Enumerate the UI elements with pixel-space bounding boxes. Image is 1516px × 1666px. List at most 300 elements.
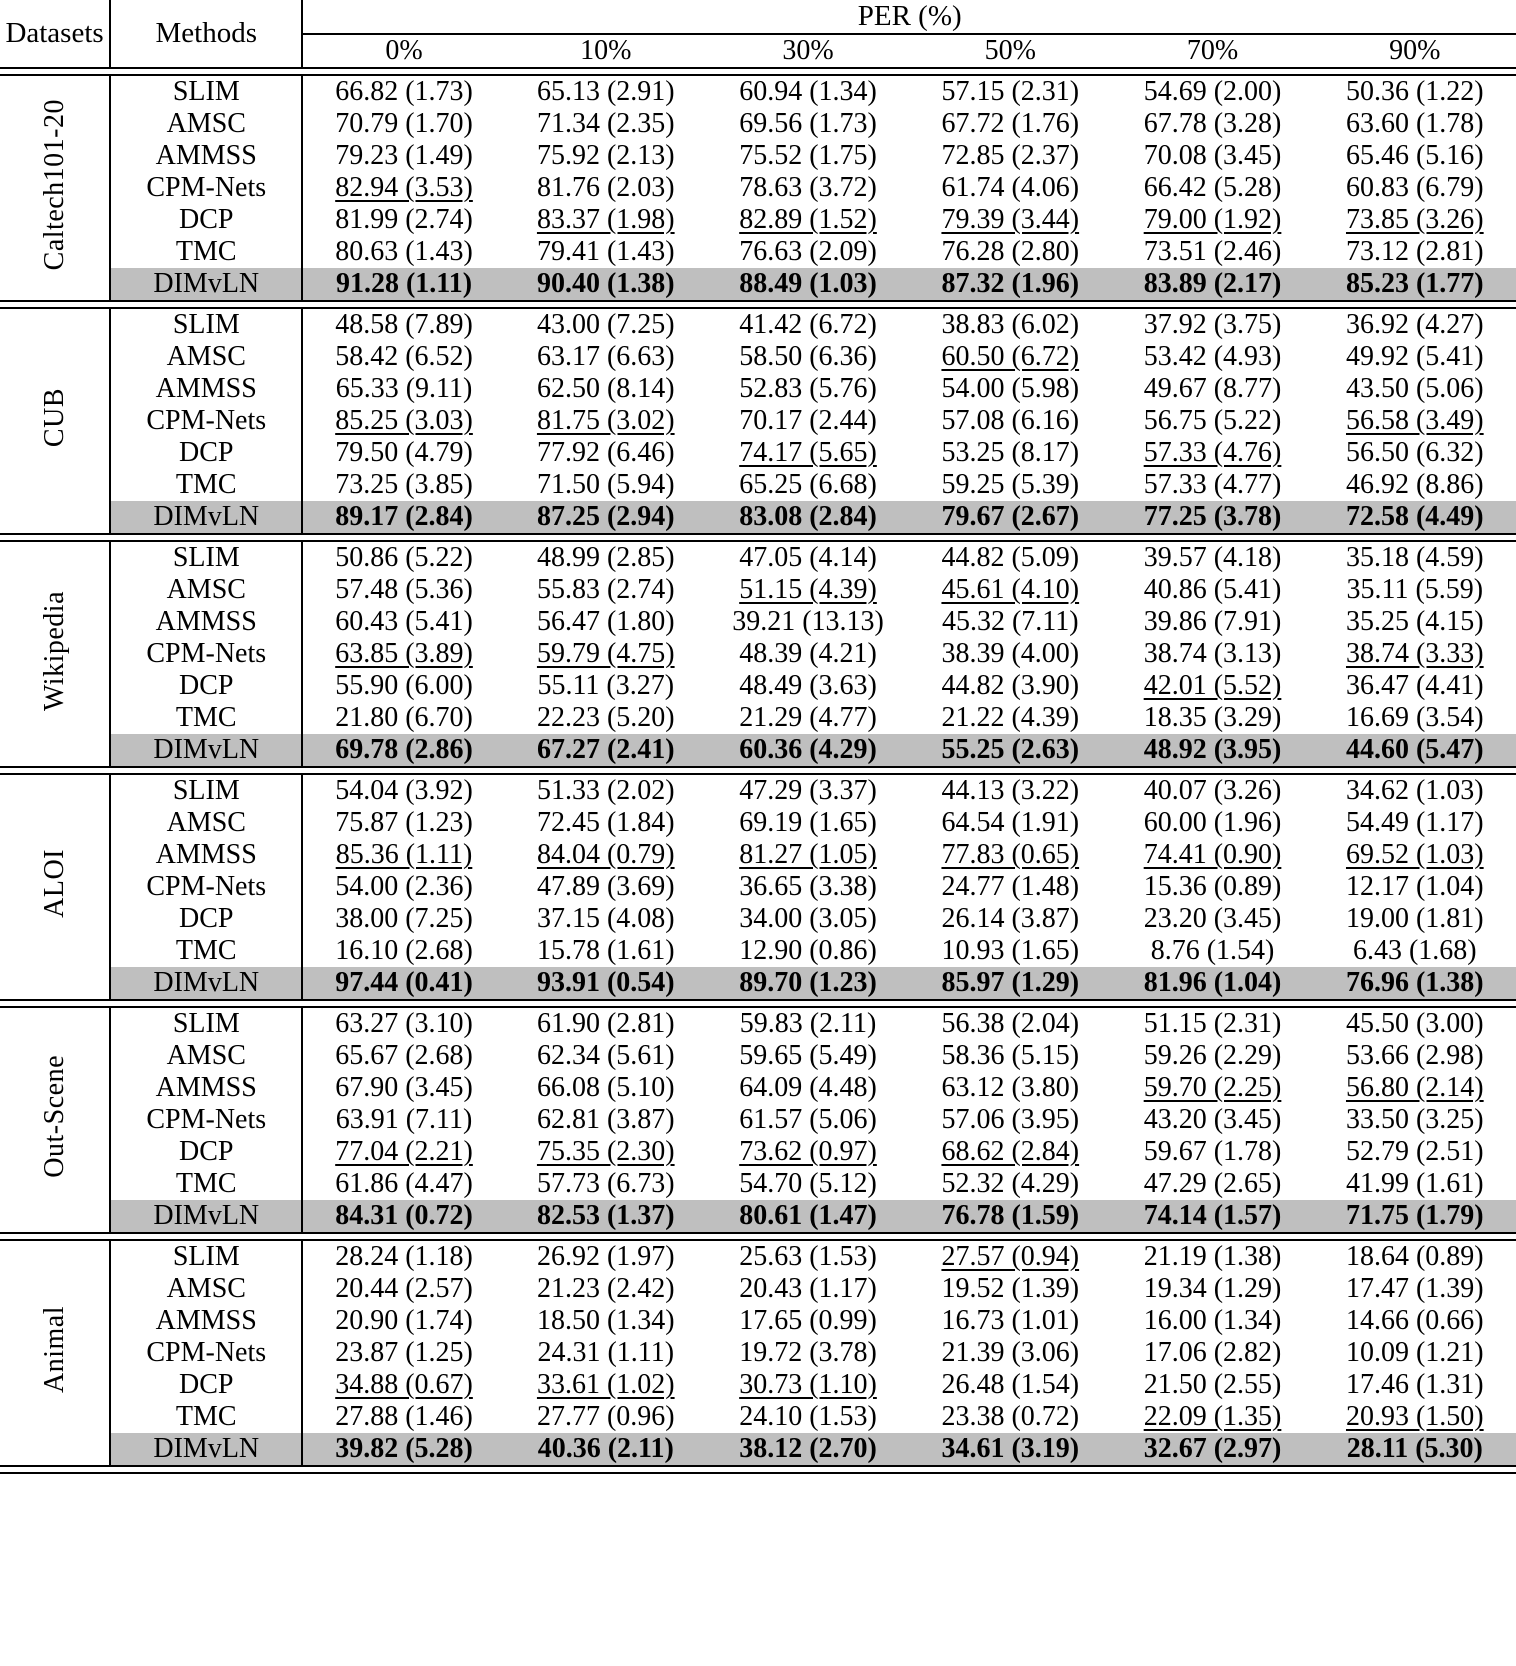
cell-50pct: 21.39 (3.06): [941, 1337, 1080, 1368]
cell-30pct: 39.21 (13.13): [732, 606, 884, 637]
second-best-value: 84.04 (0.79): [536, 839, 675, 870]
cell-30pct: [707, 204, 909, 236]
dataset-label-aloi: [0, 774, 110, 1000]
method-name-slim: SLIM: [110, 75, 302, 108]
cell-0pct: 65.33 (9.11): [302, 373, 504, 405]
cell-50pct: 26.48 (1.54): [941, 1369, 1080, 1400]
table-row: [0, 405, 1516, 437]
table-row: [0, 308, 1516, 341]
cell-30pct: 88.49 (1.03): [707, 268, 909, 301]
cell-0pct: [302, 1136, 504, 1168]
cell-10pct: 43.00 (7.25): [536, 309, 675, 340]
cell-90pct: 56.50 (6.32): [1345, 437, 1484, 468]
cell-70pct: [1111, 204, 1313, 236]
cell-30pct: 20.43 (1.17): [739, 1273, 877, 1304]
table-header: [0, 0, 1516, 68]
cell-10pct: 27.77 (0.96): [536, 1401, 675, 1432]
cell-50pct: 52.32 (4.29): [941, 1168, 1080, 1199]
cell-30pct: 12.90 (0.86): [739, 935, 877, 966]
cell-0pct: 16.10 (2.68): [302, 935, 504, 967]
cell-10pct: 18.50 (1.34): [536, 1305, 675, 1336]
cell-50pct: 79.67 (2.67): [909, 501, 1111, 534]
table-row: [0, 967, 1516, 1000]
cell-70pct: [1111, 1401, 1313, 1433]
second-best-value: 38.74 (3.33): [1345, 638, 1484, 669]
cell-90pct: 14.66 (0.66): [1345, 1305, 1484, 1336]
cell-10pct: 56.47 (1.80): [536, 606, 675, 637]
table-row: [0, 236, 1516, 268]
table-row: [0, 1369, 1516, 1401]
table-row: [0, 903, 1516, 935]
cell-0pct: [302, 405, 504, 437]
header-row-top: [0, 0, 1516, 34]
cell-70pct: 43.20 (3.45): [1143, 1104, 1282, 1135]
header-methods: Methods: [110, 0, 302, 68]
cell-0pct: 65.67 (2.68): [302, 1040, 504, 1072]
cell-30pct: 41.42 (6.72): [739, 309, 877, 340]
cell-90pct: [1314, 1401, 1516, 1433]
cell-10pct: 22.23 (5.20): [536, 702, 675, 733]
cell-10pct: [505, 839, 707, 871]
block-separator-rule: [0, 68, 1516, 75]
cell-30pct: 76.63 (2.09): [739, 236, 877, 267]
cell-30pct: 34.00 (3.05): [739, 903, 877, 934]
dataset-label-out-scene: [0, 1007, 110, 1233]
dataset-label-animal: [0, 1240, 110, 1466]
method-name-cpm-nets: CPM-Nets: [110, 871, 302, 903]
second-best-value: 75.35 (2.30): [536, 1136, 675, 1167]
cell-70pct: 54.69 (2.00): [1143, 76, 1282, 107]
cell-0pct: 97.44 (0.41): [302, 967, 504, 1000]
cell-90pct: [1314, 839, 1516, 871]
cell-70pct: 17.06 (2.82): [1143, 1337, 1282, 1368]
second-best-value: 59.79 (4.75): [536, 638, 675, 669]
cell-0pct: 39.82 (5.28): [302, 1433, 504, 1466]
method-name-amsc: AMSC: [110, 807, 302, 839]
cell-70pct: 51.15 (2.31): [1143, 1008, 1282, 1039]
table-row: [0, 807, 1516, 839]
cell-50pct: 61.74 (4.06): [941, 172, 1080, 203]
cell-70pct: 40.07 (3.26): [1143, 775, 1282, 806]
cell-10pct: 47.89 (3.69): [536, 871, 675, 902]
dataset-name: Caltech101-20: [38, 98, 70, 271]
cell-10pct: 90.40 (1.38): [505, 268, 707, 301]
cell-0pct: 57.48 (5.36): [302, 574, 504, 606]
second-best-value: 33.61 (1.02): [536, 1369, 675, 1400]
table-row: [0, 702, 1516, 734]
cell-0pct: 81.99 (2.74): [302, 204, 504, 236]
cell-10pct: 62.50 (8.14): [536, 373, 675, 404]
cell-50pct: [909, 1136, 1111, 1168]
table-row: [0, 638, 1516, 670]
table-row: [0, 670, 1516, 702]
cell-0pct: 38.00 (7.25): [302, 903, 504, 935]
cell-90pct: 35.11 (5.59): [1346, 574, 1484, 605]
cell-70pct: 70.08 (3.45): [1143, 140, 1282, 171]
cell-70pct: 8.76 (1.54): [1150, 935, 1275, 966]
cell-30pct: [707, 1136, 909, 1168]
cell-30pct: 58.50 (6.36): [739, 341, 877, 372]
cell-50pct: 56.38 (2.04): [941, 1008, 1080, 1039]
cell-50pct: 57.15 (2.31): [941, 76, 1080, 107]
cell-90pct: 16.69 (3.54): [1345, 702, 1484, 733]
table-row: [0, 108, 1516, 140]
second-best-value: 74.17 (5.65): [739, 437, 877, 468]
method-name-dimvln: DIMvLN: [110, 1200, 302, 1233]
cell-70pct: 16.00 (1.34): [1143, 1305, 1282, 1336]
cell-70pct: 39.57 (4.18): [1143, 542, 1282, 573]
cell-50pct: 19.52 (1.39): [941, 1273, 1080, 1304]
cell-50pct: 23.38 (0.72): [941, 1401, 1080, 1432]
cell-0pct: 91.28 (1.11): [302, 268, 504, 301]
second-best-value: 79.00 (1.92): [1143, 204, 1282, 235]
second-best-value: 77.83 (0.65): [941, 839, 1080, 870]
method-name-tmc: TMC: [110, 236, 302, 268]
cell-10pct: 63.17 (6.63): [536, 341, 675, 372]
cell-0pct: 75.87 (1.23): [302, 807, 504, 839]
cell-10pct: 62.81 (3.87): [536, 1104, 675, 1135]
method-name-amsc: AMSC: [110, 1040, 302, 1072]
cell-90pct: 41.99 (1.61): [1345, 1168, 1484, 1199]
cell-50pct: 24.77 (1.48): [941, 871, 1080, 902]
cell-0pct: 67.90 (3.45): [302, 1072, 504, 1104]
cell-30pct: 47.05 (4.14): [739, 542, 877, 573]
block-separator: [0, 301, 1516, 308]
cell-70pct: 23.20 (3.45): [1143, 903, 1282, 934]
cell-50pct: 67.72 (1.76): [941, 108, 1080, 139]
cell-70pct: 56.75 (5.22): [1143, 405, 1282, 436]
method-name-slim: SLIM: [110, 1240, 302, 1273]
cell-70pct: [1111, 670, 1313, 702]
second-best-value: 83.37 (1.98): [536, 204, 675, 235]
table-row: [0, 839, 1516, 871]
cell-10pct: 24.31 (1.11): [537, 1337, 675, 1368]
cell-90pct: 44.60 (5.47): [1314, 734, 1516, 767]
cell-90pct: 73.12 (2.81): [1345, 236, 1484, 267]
cell-10pct: 61.90 (2.81): [536, 1008, 675, 1039]
method-name-tmc: TMC: [110, 1168, 302, 1200]
cell-50pct: 44.82 (5.09): [941, 542, 1080, 573]
cell-50pct: 58.36 (5.15): [941, 1040, 1080, 1071]
cell-50pct: 44.82 (3.90): [941, 670, 1080, 701]
cell-0pct: 79.50 (4.79): [302, 437, 504, 469]
cell-10pct: 51.33 (2.02): [536, 775, 675, 806]
cell-90pct: 33.50 (3.25): [1345, 1104, 1484, 1135]
cell-30pct: 19.72 (3.78): [739, 1337, 877, 1368]
method-name-amsc: AMSC: [110, 108, 302, 140]
block-separator-rule: [0, 534, 1516, 541]
table-row: [0, 1337, 1516, 1369]
second-best-value: 22.09 (1.35): [1143, 1401, 1282, 1432]
second-best-value: 81.75 (3.02): [536, 405, 675, 436]
cell-70pct: 66.42 (5.28): [1143, 172, 1282, 203]
method-name-dcp: DCP: [110, 437, 302, 469]
cell-90pct: 43.50 (5.06): [1345, 373, 1484, 404]
table-body: [0, 68, 1516, 1473]
cell-90pct: 34.62 (1.03): [1345, 775, 1484, 806]
second-best-value: 73.85 (3.26): [1345, 204, 1484, 235]
table-row: [0, 1273, 1516, 1305]
cell-0pct: [302, 172, 504, 204]
table-row: [0, 204, 1516, 236]
cell-90pct: 45.50 (3.00): [1345, 1008, 1484, 1039]
second-best-value: 82.89 (1.52): [739, 204, 877, 235]
table-row: [0, 574, 1516, 606]
cell-0pct: 69.78 (2.86): [302, 734, 504, 767]
cell-0pct: 80.63 (1.43): [302, 236, 504, 268]
cell-30pct: 52.83 (5.76): [739, 373, 877, 404]
cell-10pct: 93.91 (0.54): [505, 967, 707, 1000]
method-name-cpm-nets: CPM-Nets: [110, 638, 302, 670]
cell-90pct: 85.23 (1.77): [1314, 268, 1516, 301]
cell-90pct: [1314, 204, 1516, 236]
cell-50pct: 38.39 (4.00): [941, 638, 1080, 669]
cell-10pct: [505, 204, 707, 236]
table-row: [0, 469, 1516, 501]
second-best-value: 45.61 (4.10): [941, 574, 1080, 605]
cell-50pct: 57.08 (6.16): [941, 405, 1080, 436]
header-col-0: 0%: [302, 34, 504, 68]
cell-90pct: 6.43 (1.68): [1352, 935, 1477, 966]
cell-0pct: 23.87 (1.25): [302, 1337, 504, 1369]
method-name-tmc: TMC: [110, 702, 302, 734]
table-row: [0, 437, 1516, 469]
header-col-2: 30%: [707, 34, 909, 68]
table-row: [0, 501, 1516, 534]
block-separator-rule: [0, 767, 1516, 774]
cell-0pct: 28.24 (1.18): [302, 1240, 504, 1273]
cell-0pct: 63.27 (3.10): [302, 1007, 504, 1040]
cell-0pct: 84.31 (0.72): [302, 1200, 504, 1233]
method-name-cpm-nets: CPM-Nets: [110, 405, 302, 437]
cell-50pct: [909, 839, 1111, 871]
block-separator: [0, 68, 1516, 75]
method-name-slim: SLIM: [110, 1007, 302, 1040]
block-separator-rule: [0, 1233, 1516, 1240]
cell-0pct: [302, 1369, 504, 1401]
cell-10pct: [505, 1369, 707, 1401]
method-name-amsc: AMSC: [110, 1273, 302, 1305]
second-best-value: 56.80 (2.14): [1345, 1072, 1484, 1103]
cell-90pct: 50.36 (1.22): [1345, 76, 1484, 107]
cell-30pct: 24.10 (1.53): [739, 1401, 877, 1432]
header-col-3: 50%: [909, 34, 1111, 68]
cell-0pct: 27.88 (1.46): [302, 1401, 504, 1433]
cell-70pct: 21.19 (1.38): [1143, 1241, 1282, 1272]
method-name-tmc: TMC: [110, 935, 302, 967]
second-best-value: 34.88 (0.67): [335, 1369, 473, 1400]
second-best-value: 74.41 (0.90): [1143, 839, 1282, 870]
cell-70pct: 83.89 (2.17): [1111, 268, 1313, 301]
cell-30pct: 83.08 (2.84): [707, 501, 909, 534]
cell-0pct: 54.00 (2.36): [302, 871, 504, 903]
second-best-value: 82.94 (3.53): [335, 172, 473, 203]
cell-50pct: 87.32 (1.96): [909, 268, 1111, 301]
cell-30pct: 69.56 (1.73): [739, 108, 877, 139]
table-row: [0, 373, 1516, 405]
cell-50pct: [909, 1240, 1111, 1273]
cell-90pct: 52.79 (2.51): [1345, 1136, 1484, 1167]
cell-50pct: 44.13 (3.22): [941, 775, 1080, 806]
second-best-value: 73.62 (0.97): [739, 1136, 877, 1167]
cell-90pct: [1314, 1072, 1516, 1104]
second-best-value: 27.57 (0.94): [941, 1241, 1080, 1272]
cell-70pct: 32.67 (2.97): [1111, 1433, 1313, 1466]
second-best-value: 79.39 (3.44): [941, 204, 1080, 235]
cell-50pct: 10.93 (1.65): [941, 935, 1080, 966]
cell-70pct: 47.29 (2.65): [1143, 1168, 1282, 1199]
cell-50pct: 21.22 (4.39): [941, 702, 1080, 733]
cell-10pct: 72.45 (1.84): [536, 807, 675, 838]
second-best-value: 42.01 (5.52): [1143, 670, 1282, 701]
second-best-value: 56.58 (3.49): [1345, 405, 1484, 436]
cell-50pct: 34.61 (3.19): [909, 1433, 1111, 1466]
table-row: [0, 1072, 1516, 1104]
cell-0pct: 66.82 (1.73): [302, 75, 504, 108]
dataset-name: Out-Scene: [38, 1055, 70, 1178]
cell-70pct: 19.34 (1.29): [1143, 1273, 1282, 1304]
cell-30pct: [707, 839, 909, 871]
cell-10pct: 62.34 (5.61): [536, 1040, 675, 1071]
second-best-value: 85.25 (3.03): [335, 405, 473, 436]
table-row: [0, 734, 1516, 767]
cell-30pct: 36.65 (3.38): [739, 871, 877, 902]
dataset-name: ALOI: [38, 849, 70, 918]
cell-30pct: 70.17 (2.44): [739, 405, 877, 436]
method-name-dcp: DCP: [110, 903, 302, 935]
cell-50pct: 53.25 (8.17): [941, 437, 1080, 468]
cell-10pct: 71.50 (5.94): [536, 469, 675, 500]
cell-50pct: 63.12 (3.80): [941, 1072, 1080, 1103]
cell-50pct: 54.00 (5.98): [941, 373, 1080, 404]
method-name-slim: SLIM: [110, 308, 302, 341]
cell-10pct: 67.27 (2.41): [505, 734, 707, 767]
table-row: [0, 1305, 1516, 1337]
second-best-value: 81.27 (1.05): [739, 839, 877, 870]
header-datasets: Datasets: [5, 17, 104, 49]
second-best-value: 60.50 (6.72): [941, 341, 1080, 372]
cell-50pct: 76.78 (1.59): [909, 1200, 1111, 1233]
second-best-value: 20.93 (1.50): [1345, 1401, 1484, 1432]
cell-0pct: 48.58 (7.89): [302, 308, 504, 341]
dataset-name: Wikipedia: [38, 590, 70, 711]
cell-90pct: 76.96 (1.38): [1314, 967, 1516, 1000]
cell-10pct: 37.15 (4.08): [536, 903, 675, 934]
cell-10pct: 48.99 (2.85): [536, 542, 675, 573]
second-best-value: 59.70 (2.25): [1143, 1072, 1282, 1103]
cell-50pct: 76.28 (2.80): [941, 236, 1080, 267]
method-name-ammss: AMMSS: [110, 140, 302, 172]
cell-30pct: 64.09 (4.48): [739, 1072, 877, 1103]
cell-30pct: 47.29 (3.37): [739, 775, 877, 806]
table-row: [0, 1104, 1516, 1136]
block-separator: [0, 534, 1516, 541]
cell-90pct: 46.92 (8.86): [1345, 469, 1484, 500]
block-separator: [0, 1000, 1516, 1007]
cell-30pct: [707, 574, 909, 606]
cell-30pct: 38.12 (2.70): [707, 1433, 909, 1466]
cell-90pct: 54.49 (1.17): [1345, 807, 1484, 838]
table-row: [0, 935, 1516, 967]
header-col-1: 10%: [505, 34, 707, 68]
cell-50pct: 64.54 (1.91): [941, 807, 1080, 838]
table-row: [0, 1136, 1516, 1168]
table-row: [0, 140, 1516, 172]
table-row: [0, 75, 1516, 108]
cell-0pct: [302, 839, 504, 871]
cell-50pct: [909, 574, 1111, 606]
cell-10pct: 65.13 (2.91): [536, 76, 675, 107]
table-row: [0, 1401, 1516, 1433]
cell-30pct: 59.83 (2.11): [739, 1008, 877, 1039]
cell-70pct: 48.92 (3.95): [1111, 734, 1313, 767]
cell-70pct: 74.14 (1.57): [1111, 1200, 1313, 1233]
cell-70pct: 15.36 (0.89): [1143, 871, 1282, 902]
cell-10pct: 15.78 (1.61): [536, 935, 675, 966]
method-name-cpm-nets: CPM-Nets: [110, 172, 302, 204]
dataset-label-cub: [0, 308, 110, 534]
cell-70pct: 49.67 (8.77): [1143, 373, 1282, 404]
cell-30pct: 59.65 (5.49): [739, 1040, 877, 1071]
cell-10pct: 40.36 (2.11): [505, 1433, 707, 1466]
dataset-label-caltech101-20: [0, 75, 110, 301]
cell-30pct: 69.19 (1.65): [739, 807, 877, 838]
block-separator: [0, 767, 1516, 774]
cell-70pct: 38.74 (3.13): [1143, 638, 1282, 669]
cell-70pct: 37.92 (3.75): [1143, 309, 1282, 340]
cell-30pct: 25.63 (1.53): [739, 1241, 877, 1272]
cell-90pct: 71.75 (1.79): [1314, 1200, 1516, 1233]
cell-10pct: 26.92 (1.97): [536, 1241, 675, 1272]
second-best-value: 85.36 (1.11): [335, 839, 473, 870]
cell-10pct: 79.41 (1.43): [536, 236, 675, 267]
method-name-dcp: DCP: [110, 670, 302, 702]
method-name-amsc: AMSC: [110, 341, 302, 373]
cell-50pct: 85.97 (1.29): [909, 967, 1111, 1000]
table-row: [0, 774, 1516, 807]
cell-70pct: 53.42 (4.93): [1143, 341, 1282, 372]
table-row: [0, 871, 1516, 903]
cell-90pct: [1314, 638, 1516, 670]
cell-0pct: 50.86 (5.22): [302, 541, 504, 574]
cell-10pct: 71.34 (2.35): [536, 108, 675, 139]
cell-70pct: [1111, 839, 1313, 871]
table-row: [0, 1040, 1516, 1072]
block-separator-rule: [0, 301, 1516, 308]
cell-50pct: 59.25 (5.39): [941, 469, 1080, 500]
cell-10pct: 55.11 (3.27): [537, 670, 675, 701]
method-name-ammss: AMMSS: [110, 606, 302, 638]
second-best-value: 77.04 (2.21): [335, 1136, 473, 1167]
method-name-slim: SLIM: [110, 541, 302, 574]
cell-30pct: 17.65 (0.99): [739, 1305, 877, 1336]
cell-0pct: 79.23 (1.49): [302, 140, 504, 172]
cell-30pct: 60.94 (1.34): [739, 76, 877, 107]
second-best-value: 63.85 (3.89): [335, 638, 473, 669]
table-row: [0, 541, 1516, 574]
cell-30pct: [707, 1369, 909, 1401]
second-best-value: 69.52 (1.03): [1345, 839, 1484, 870]
dataset-label-wikipedia: [0, 541, 110, 767]
cell-90pct: 60.83 (6.79): [1345, 172, 1484, 203]
method-name-amsc: AMSC: [110, 574, 302, 606]
table-row: [0, 1433, 1516, 1466]
cell-90pct: 17.46 (1.31): [1345, 1369, 1484, 1400]
method-name-dcp: DCP: [110, 204, 302, 236]
cell-0pct: 20.44 (2.57): [302, 1273, 504, 1305]
block-separator-rule: [0, 1000, 1516, 1007]
cell-70pct: 81.96 (1.04): [1111, 967, 1313, 1000]
